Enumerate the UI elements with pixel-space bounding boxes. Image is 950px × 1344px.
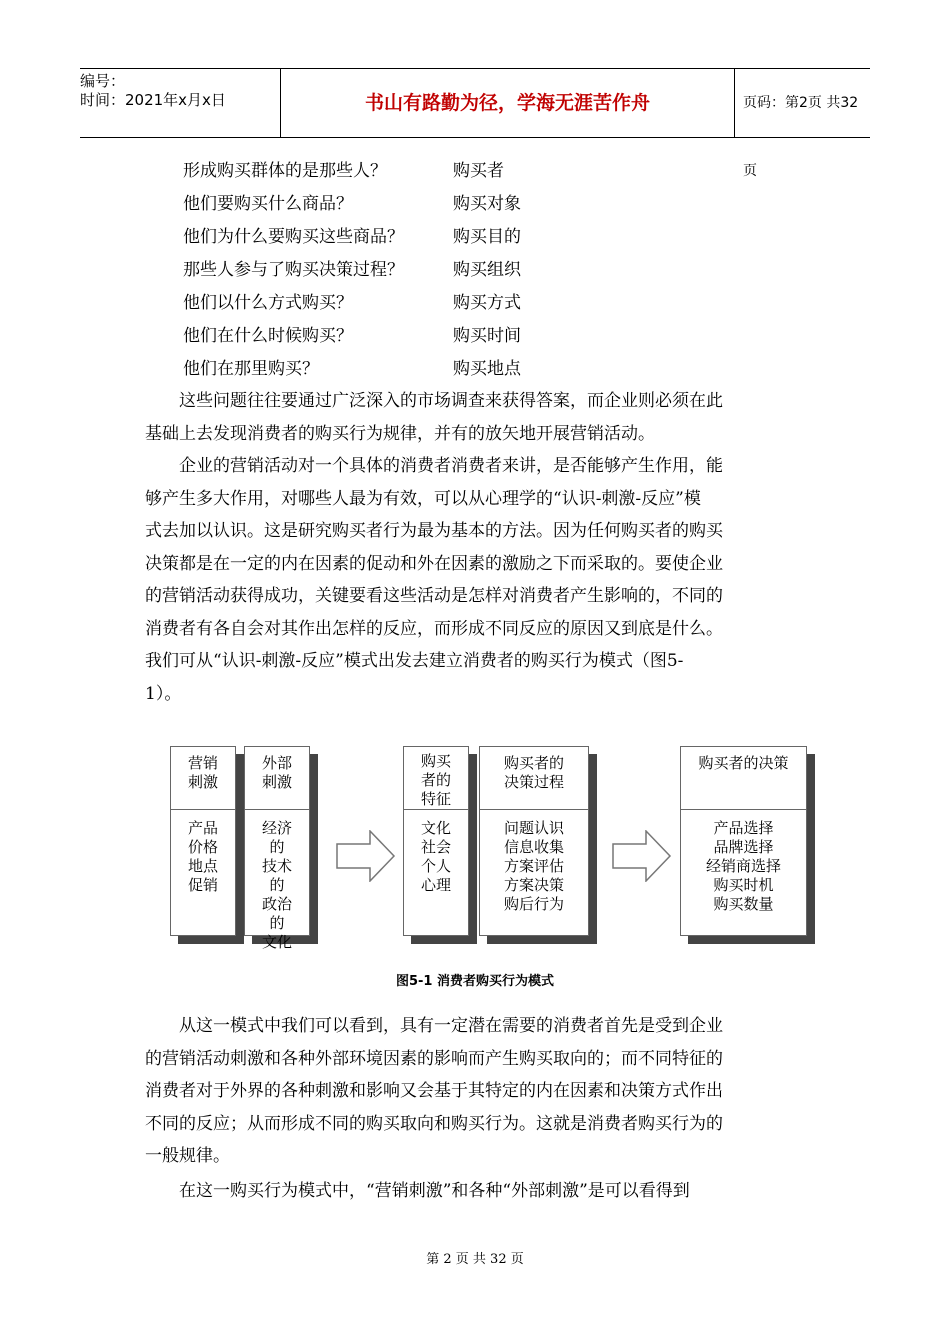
question-row: [183, 358, 521, 380]
body-line: 品牌选择: [713, 838, 774, 856]
answer-text: 购买者: [453, 161, 504, 181]
text-line: 不同的反应；从而形成不同的购买取向和购买行为。这就是消费者购买行为的: [145, 1113, 723, 1134]
buyer-traits-body: [404, 819, 468, 895]
arrow-right-icon: [612, 830, 672, 882]
body-line: 促销: [187, 876, 218, 894]
serial-label: 编号：: [80, 72, 126, 90]
question-text: 他们为什么要购买这些商品？: [183, 227, 404, 247]
body-line: 信息收集: [503, 838, 564, 856]
text-line: 从这一模式中我们可以看到，具有一定潜在需要的消费者首先是受到企业: [145, 1016, 723, 1036]
question-text: 他们要购买什么商品？: [183, 194, 353, 214]
page-footer: 第 2 页 共 32 页: [426, 1252, 524, 1267]
question-text: 形成购买群体的是那些人？: [183, 161, 387, 181]
time-label: 时间：2021年x月x日: [80, 91, 226, 109]
question-text: 那些人参与了购买决策过程？: [183, 260, 404, 280]
text-line: 够产生多大作用，对哪些人最为有效，可以从心理学的“认识-刺激-反应”模: [145, 488, 701, 509]
body-line: 问题认识: [503, 819, 564, 837]
body-line: 方案评估: [503, 857, 564, 875]
answer-text: 购买方式: [453, 293, 521, 313]
text-line: 的营销活动获得成功，关键要看这些活动是怎样对消费者产生影响的，不同的: [145, 586, 723, 606]
decision-process-body: [480, 819, 588, 914]
body-line: 文化: [261, 933, 292, 951]
text-line: 基础上去发现消费者的购买行为规律，并有的放矢地开展营销活动。: [145, 423, 655, 444]
text-line: 式去加以认识。这是研究购买者行为最为基本的方法。因为任何购买者的购买: [145, 521, 723, 541]
question-row: [183, 226, 521, 248]
decision-process-title: [480, 754, 588, 792]
question-row: [183, 193, 521, 215]
body-line: 产品选择: [713, 819, 774, 837]
header-meta: [80, 69, 280, 140]
body-line: 个人: [420, 857, 451, 875]
body-line: 文化: [420, 819, 451, 837]
body-line: 经销商选择: [705, 857, 781, 875]
marketing-stimuli-body: [171, 819, 235, 895]
text-line: 消费者对于外界的各种刺激和影响又会基于其特定的内在因素和决策方式作出: [145, 1081, 723, 1101]
external-stimuli-body: [245, 819, 309, 952]
external-stimuli-title: 外部刺激: [261, 754, 292, 791]
body-line: 购买时机: [713, 876, 774, 894]
body-line: 的: [269, 876, 285, 894]
buyer-traits-title: [404, 752, 468, 809]
body-line: 社会: [420, 838, 451, 856]
body-line: 价格: [187, 838, 218, 856]
body-line: 方案决策: [503, 876, 564, 894]
question-text: 他们以什么方式购买？: [183, 293, 353, 313]
marketing-stimuli-title: 营销刺激: [187, 754, 218, 791]
answer-text: 购买时间: [453, 326, 521, 346]
body-line: 地点: [187, 857, 218, 875]
text-line: 在这一购买行为模式中，“营销刺激”和各种“外部刺激”是可以看得到: [145, 1181, 690, 1201]
paragraph-3: [145, 1010, 807, 1173]
page-info: 页码：第2页 共32页: [743, 95, 859, 179]
body-line: 技术: [261, 857, 292, 875]
text-line: 我们可从“认识-刺激-反应”模式出发去建立消费者的购买行为模式（图5-: [145, 651, 684, 671]
text-line: 企业的营销活动对一个具体的消费者消费者来讲，是否能够产生作用，能: [145, 456, 723, 476]
body-line: 购买数量: [713, 895, 774, 913]
title-line: 购买: [420, 752, 451, 770]
motto: 书山有路勤为径，学海无涯苦作舟: [280, 69, 735, 137]
arrow-right-icon: [336, 830, 396, 882]
answer-text: 购买组织: [453, 260, 521, 280]
figure-caption: 图5-1 消费者购买行为模式: [395, 974, 554, 989]
paragraph-1: [145, 385, 807, 450]
title-line: 者的: [420, 771, 451, 789]
paragraph-2: [145, 450, 807, 710]
answer-text: 购买对象: [453, 194, 521, 214]
question-row: [183, 160, 504, 182]
question-row: [183, 292, 521, 314]
title-line: 决策过程: [503, 773, 564, 791]
buyer-decision-box: [680, 746, 807, 936]
question-text: 他们在那里购买？: [183, 359, 319, 379]
question-row: [183, 325, 521, 347]
paragraph-4: [145, 1175, 807, 1208]
body-line: 政治: [261, 895, 292, 913]
body-line: 心理: [420, 876, 451, 894]
title-line: 购买者的: [503, 754, 564, 772]
text-line: 决策都是在一定的内在因素的促动和外在因素的激励之下而采取的。要使企业: [145, 553, 723, 574]
body-line: 购后行为: [503, 895, 564, 913]
decision-process-box: [479, 746, 589, 936]
text-line: 这些问题往往要通过广泛深入的市场调查来获得答案，而企业则必须在此: [145, 391, 723, 411]
marketing-stimuli-box: [170, 746, 236, 936]
answer-text: 购买目的: [453, 227, 521, 247]
buyer-decision-title: 购买者的决策: [698, 754, 789, 772]
text-line: 一般规律。: [145, 1146, 230, 1166]
question-row: [183, 259, 521, 281]
body-line: 的: [269, 838, 285, 856]
body-line: 产品: [187, 819, 218, 837]
text-line: 1）。: [145, 683, 182, 704]
answer-text: 购买地点: [453, 359, 521, 379]
buyer-decision-body: [681, 819, 806, 914]
buyer-traits-box: [403, 746, 469, 936]
text-line: 消费者有各自会对其作出怎样的反应，而形成不同反应的原因又到底是什么。: [145, 618, 723, 639]
body-line: 的: [269, 914, 285, 932]
body-line: 经济: [261, 819, 292, 837]
external-stimuli-box: [244, 746, 310, 951]
question-text: 他们在什么时候购买？: [183, 326, 353, 346]
text-line: 的营销活动刺激和各种外部环境因素的影响而产生购买取向的；而不同特征的: [145, 1048, 723, 1069]
title-line: 特征: [420, 790, 451, 808]
